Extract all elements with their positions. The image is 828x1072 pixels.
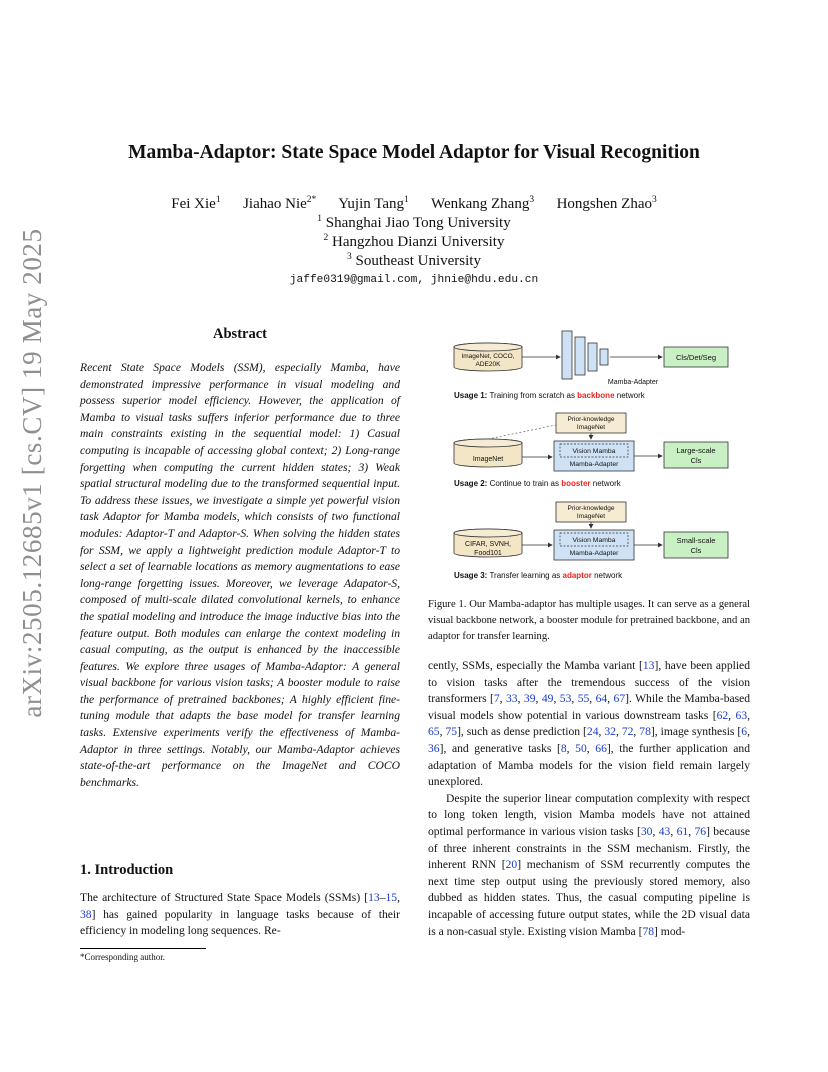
usage-2-prior: ImageNet — [576, 424, 606, 431]
text-run: ], the further application and adaptation of Mamba models for the vision field remain largely unexplored. — [428, 741, 751, 789]
text-run: , — [571, 692, 578, 706]
abstract-text: Recent State Space Models (SSM), especially Mamba, have demonstrated impressive performance in visual modeling and possess superior model efficiency. However, the application of Mamba to visual tasks suffers inferior performance due to three main constraints existing in the sequential model: 1) Casual computing is incapable of accessing global context; 2) Long-range forgetting when computing the current hidden states; 3) Weak spatial structural modeling due to the transformed sequential input. To address these issues, we investigate a simple yet powerful vision task Adaptor for Mamba models, which consists of two functional modules: Adaptor-T and Adaptor-S. When solving the hidden states for SSM, we apply a lightweight prediction module Adaptor-T to select a set of learnable locations as memory augmentations to ease long-range forgetting issues. Moreover, we leverage Adapator-S, composed of multi-scale dilated convolutional kernels, to enhance the spatial modeling and introduce the image inductive bias into the feature output. Both modules can enlarge the context modeling in casual computing, as the output is enhanced by the inaccessible features. We explore three usages of Mamba-Adaptor: A general visual backbone for various vision tasks; A booster module to raise the performance of pretrained backbones; A highly efficient fine-tuning module that adapts the base model for transfer learning tasks. Extensive experiments verify the effectiveness of Mamba-Adaptor in three settings. Notably, our Mamba-Adaptor achieves state-of-the-art performance on the ImageNet and COCO benchmarks. — [80, 361, 400, 789]
text-run: ], have been applied to vision tasks after the tremendous success of the vision transformers [ — [428, 659, 750, 706]
citation-link[interactable]: 72 — [621, 725, 634, 739]
citation-link[interactable]: 13 — [368, 891, 380, 904]
text-run: ]. While the Mamba-based visual models show potential in various downstream tasks [ — [428, 692, 751, 722]
text-run: , — [670, 824, 677, 838]
affiliation: $^3$ Southeast University — [347, 252, 481, 269]
citation-link[interactable]: 78 — [642, 924, 655, 938]
usage-2-output: Cls — [690, 456, 702, 465]
citation-link[interactable]: 33 — [506, 692, 518, 706]
usage-2-dataset: ImageNet — [472, 456, 504, 463]
citation-link[interactable]: 7 — [493, 692, 500, 706]
paper-title: Mamba-Adaptor: State Space Model Adaptor for Visual Recognition — [128, 142, 700, 163]
text-run: , — [728, 708, 736, 722]
text-run: , — [607, 692, 614, 706]
text-run: , — [747, 708, 751, 722]
usage-3-dataset: CIFAR, SVNH, — [465, 541, 511, 548]
citation-link[interactable]: 20 — [505, 858, 518, 872]
citation-link[interactable]: 30 — [640, 824, 653, 838]
usage-2-vision-mamba: Vision Mamba — [572, 448, 616, 455]
usage-1-caption: Usage 1: Training from scratch as backbone network — [454, 391, 645, 400]
author: Yujin Tang$^1$ — [338, 195, 409, 212]
author: Hongshen Zhao$^3$ — [556, 195, 657, 212]
citation-link[interactable]: 65 — [428, 725, 440, 739]
usage-3-prior: ImageNet — [576, 513, 606, 520]
text-run: , — [747, 725, 750, 739]
citation-link[interactable]: 66 — [595, 741, 607, 755]
citation-link[interactable]: 64 — [595, 692, 608, 706]
section-heading-introduction: 1. Introduction — [80, 862, 174, 878]
text-run: , — [589, 692, 596, 706]
affiliation: $^2$ Hangzhou Dianzi University — [323, 233, 505, 250]
citation-link[interactable]: 24 — [586, 725, 599, 739]
citation-link[interactable]: 61 — [676, 824, 689, 838]
text-run: , — [535, 692, 542, 706]
text-run: ] because of three inherent constraints in the SSM mechanism. Firstly, the inherent RNN [ — [428, 824, 750, 872]
citation-link[interactable]: 8 — [560, 741, 567, 755]
usage-3-prior: Prior-knowledge — [567, 505, 615, 512]
affiliation: $^1$ Shanghai Jiao Tong University — [317, 214, 511, 231]
citation-link[interactable]: 13 — [642, 659, 655, 672]
usage-3-dataset: Food101 — [474, 550, 502, 557]
citation-link[interactable]: 62 — [716, 708, 729, 722]
usage-3-diagram — [454, 502, 728, 580]
text-run: , — [586, 741, 596, 755]
citation-link[interactable]: 76 — [694, 824, 707, 838]
citation-link[interactable]: 39 — [523, 692, 536, 706]
citation-link[interactable]: 75 — [445, 725, 458, 739]
text-run: ] mod- — [654, 924, 686, 938]
usage-3-caption: Usage 3: Transfer learning as adaptor network — [454, 571, 623, 580]
figure-1-caption: Figure 1. Our Mamba-adaptor has multiple usages. It can serve as a general visual backbone network, a booster module for pretrained backbone, and an adaptor for transfer learning. — [428, 599, 750, 642]
footnote: *Corresponding author. — [80, 952, 165, 962]
citation-link[interactable]: 78 — [639, 725, 651, 739]
usage-3-output: Cls — [690, 546, 702, 555]
usage-1-output: Cls/Det/Seg — [675, 353, 717, 362]
text-run: , — [652, 824, 659, 838]
author: Fei Xie$^1$ — [171, 195, 221, 212]
text-run: ], image synthesis [ — [650, 725, 742, 739]
citation-link[interactable]: 67 — [613, 692, 626, 706]
arxiv-side-stamp: arXiv:2505.12685v1 [cs.CV] 19 May 2025 — [17, 228, 47, 718]
author: Wenkang Zhang$^3$ — [431, 195, 535, 212]
text-run: Despite the superior linear computation complexity with respect to long token length, vision Mamba models have not attained optimal performance in various vision tasks [ — [428, 791, 750, 838]
usage-1-dataset: ImageNet, COCO, — [461, 353, 515, 360]
text-run: cently, SSMs, especially the Mamba variant [ — [428, 659, 643, 672]
footnote-rule — [80, 948, 206, 949]
body-paragraph — [428, 658, 750, 791]
text-run: , — [615, 725, 622, 739]
usage-1-diagram — [454, 331, 728, 400]
citation-link[interactable]: 36 — [428, 741, 440, 755]
usage-2-output: Large-scale — [676, 446, 716, 455]
usage-1-module: Mamba-Adapter — [607, 379, 659, 386]
text-run: , — [439, 725, 446, 739]
author-list — [60, 195, 768, 213]
usage-3-vision-mamba: Vision Mamba — [572, 537, 616, 544]
text-run: , — [517, 692, 524, 706]
citation-link[interactable]: 32 — [604, 725, 616, 739]
citation-link[interactable]: 55 — [577, 692, 590, 706]
usage-2-caption: Usage 2: Continue to train as booster network — [454, 479, 621, 488]
text-run: , — [633, 725, 640, 739]
text-run: , — [598, 725, 605, 739]
citation-link[interactable]: 6 — [741, 725, 748, 739]
citation-link[interactable]: 43 — [658, 824, 671, 838]
text-run: ], such as dense prediction [ — [457, 725, 587, 739]
usage-2-diagram — [454, 413, 728, 488]
figure-1-diagram — [428, 325, 750, 585]
citation-link[interactable]: 15 — [385, 891, 398, 904]
body-paragraph — [428, 791, 750, 940]
citation-link[interactable]: 50 — [575, 741, 587, 755]
author: Jiahao Nie$^{2*}$ — [243, 195, 317, 212]
abstract-heading: Abstract — [213, 326, 267, 342]
usage-2-prior: Prior-knowledge — [567, 416, 615, 423]
citation-link[interactable]: 49 — [541, 692, 554, 706]
text-run: , — [566, 741, 576, 755]
usage-2-adapter: Mamba-Adapter — [569, 461, 619, 468]
right-column-text — [428, 658, 750, 940]
text-run: ] mechanism of SSM recurrently computes the next time step output using the previously stored memory, also dubbed as hidden states. Thus, the casual computing pipeline is incapable of accessing future output states, while the 2D visual data is a non-casual style. Existing vision Mamba [ — [428, 858, 750, 938]
citation-link[interactable]: 53 — [559, 692, 572, 706]
text-run: , — [553, 692, 560, 706]
text-run: ], and generative tasks [ — [439, 741, 561, 755]
usage-1-dataset: ADE20K — [475, 361, 501, 368]
citation-link[interactable]: 63 — [735, 708, 748, 722]
text-run: , — [688, 824, 695, 838]
intro-paragraph: The architecture of Structured State Space Models (SSMs) [13–15, 38] has gained popularity in language tasks because of their efficiency in modeling long sequences. Re- — [80, 891, 400, 938]
author-emails: jaffe0319@gmail.com, jhnie@hdu.edu.cn — [289, 274, 539, 286]
text-run: , — [499, 692, 506, 706]
usage-3-adapter: Mamba-Adapter — [569, 550, 619, 557]
usage-3-output: Small-scale — [676, 536, 716, 545]
citation-link[interactable]: 38 — [80, 907, 92, 921]
